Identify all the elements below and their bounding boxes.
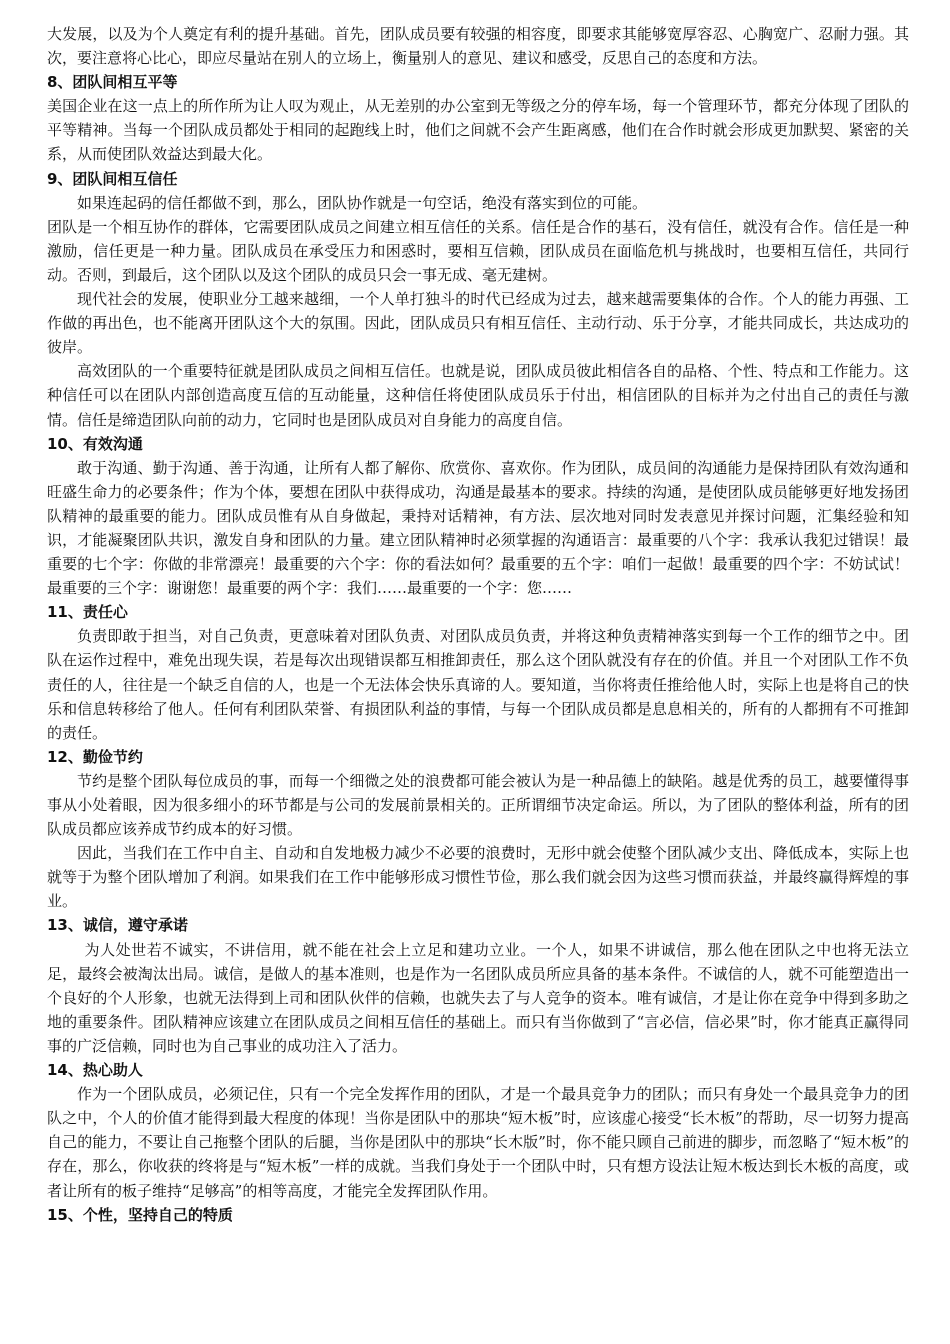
paragraph-trust-4: 高效团队的一个重要特征就是团队成员之间相互信任。也就是说，团队成员彼此相信各自的品格、个性、特点和工作能力。这种信任可以在团队内部创造高度互信的互动能量，这种信任将使团队成员乐于付出，相信团队的目标并为之付出自己的责任与激情。信任是缔造团队向前的动力，它同时也是团队成员对自身能力的高度自信。 <box>47 362 909 429</box>
section-heading-9-trust: 9、团队间相互信任 <box>47 169 178 188</box>
section-heading-15-individuality: 15、个性，坚持自己的特质 <box>47 1205 233 1224</box>
paragraph-trust-3: 现代社会的发展，使职业分工越来越细，一个人单打独斗的时代已经成为过去，越来越需要集体的合作。个人的能力再强、工作做的再出色，也不能离开团队这个大的氛围。因此，团队成员只有相互信任、主动行动、乐于分享，才能共同成长，共达成功的彼岸。 <box>47 290 909 357</box>
section-heading-11-responsibility: 11、责任心 <box>47 603 128 622</box>
section-heading-8-equality: 8、团队间相互平等 <box>47 73 178 92</box>
document-page <box>47 22 909 1227</box>
paragraph-integrity: 为人处世若不诚实，不讲信用，就不能在社会上立足和建功立业。一个人，如果不讲诚信，那么他在团队之中也将无法立足，最终会被淘汰出局。诚信，是做人的基本准则，也是作为一名团队成员所应具备的基本条件。不诚信的人，就不可能塑造出一个良好的个人形象，也就无法得到上司和团队伙伴的信赖，也就失去了与人竞争的资本。唯有诚信，才是让你在竞争中得到多助之地的重要条件。团队精神应该建立在团队成员之间相互信任的基础上。而只有当你做到了“言必信，信必果”时，你才能真正赢得同事的广泛信赖，同时也为自己事业的成功注入了活力。 <box>47 940 909 1055</box>
paragraph-trust-2: 团队是一个相互协作的群体，它需要团队成员之间建立相互信任的关系。信任是合作的基石，没有信任，就没有合作。信任是一种激励，信任更是一种力量。团队成员在承受压力和困惑时，要相互信赖，团队成员在面临危机与挑战时，也要相互信任，共同行动。否则，到最后，这个团队以及这个团队的成员只会一事无成、毫无建树。 <box>47 217 909 284</box>
paragraph-communication: 敢于沟通、勤于沟通、善于沟通，让所有人都了解你、欣赏你、喜欢你。作为团队，成员间的沟通能力是保持团队有效沟通和旺盛生命力的必要条件；作为个体，要想在团队中获得成功，沟通是最基本的要求。持续的沟通，是使团队成员能够更好地发扬团队精神的最重要的能力。团队成员惟有从自身做起，秉持对话精神，有方法、层次地对同时发表意见并探讨问题，汇集经验和知识，才能凝聚团队共识，激发自身和团队的力量。建立团队精神时必须掌握的沟通语言：最重要的八个字：我承认我犯过错误！最重要的七个字：你做的非常漂亮！最重要的六个字：你的看法如何？最重要的五个字：咱们一起做！最重要的四个字：不妨试试！最重要的三个字：谢谢您！最重要的两个字：我们……最重要的一个字：您…… <box>47 458 909 598</box>
paragraph-trust-1: 如果连起码的信任都做不到，那么，团队协作就是一句空话，绝没有落实到位的可能。 <box>77 193 648 212</box>
paragraph-intro-continued: 大发展，以及为个人奠定有利的提升基础。首先，团队成员要有较强的相容度，即要求其能够宽厚容忍、心胸宽广、忍耐力强。其次，要注意将心比心，即应尽量站在别人的立场上，衡量别人的意见、建议和感受，反思自己的态度和方法。 <box>47 25 909 68</box>
section-heading-14-helpfulness: 14、热心助人 <box>47 1061 143 1080</box>
section-heading-10-communication: 10、有效沟通 <box>47 434 143 453</box>
paragraph-thrift-2: 因此，当我们在工作中自主、自动和自发地极力减少不必要的浪费时，无形中就会使整个团队减少支出、降低成本，实际上也就等于为整个团队增加了利润。如果我们在工作中能够形成习惯性节俭，那么我们就会因为这些习惯而获益，并最终赢得辉煌的事业。 <box>47 844 909 911</box>
paragraph-helpfulness: 作为一个团队成员，必须记住，只有一个完全发挥作用的团队，才是一个最具竞争力的团队；而只有身处一个最具竞争力的团队之中，个人的价值才能得到最大程度的体现！当你是团队中的那块“短木板”时，应该虚心接受“长木板”的帮助，尽一切努力提高自己的能力，不要让自己拖整个团队的后腿，当你是团队中的那块“长木版”时，你不能只顾自己前进的脚步，而忽略了“短木板”的存在，那么，你收获的终将是与“短木板”一样的成就。当我们身处于一个团队中时，只有想方设法让短木板达到长木板的高度，或者让所有的板子维持“足够高”的相等高度，才能完全发挥团队作用。 <box>47 1085 909 1200</box>
paragraph-equality: 美国企业在这一点上的所作所为让人叹为观止，从无差别的办公室到无等级之分的停车场，每一个管理环节，都充分体现了团队的平等精神。当每一个团队成员都处于相同的起跑线上时，他们之间就不会产生距离感，他们在合作时就会形成更加默契、紧密的关系，从而使团队效益达到最大化。 <box>47 97 909 164</box>
paragraph-responsibility: 负责即敢于担当，对自己负责，更意味着对团队负责、对团队成员负责，并将这种负责精神落实到每一个工作的细节之中。团队在运作过程中，难免出现失误，若是每次出现错误都互相推卸责任，那么这个团队就没有存在的价值。并且一个对团队工作不负责任的人，往往是一个缺乏自信的人，也是一个无法体会快乐真谛的人。要知道，当你将责任推给他人时，实际上也是将自己的快乐和信息转移给了他人。任何有利团队荣誉、有损团队利益的事情，与每一个团队成员都是息息相关的，所有的人都拥有不可推卸的责任。 <box>47 627 909 742</box>
paragraph-thrift-1: 节约是整个团队每位成员的事，而每一个细微之处的浪费都可能会被认为是一种品德上的缺陷。越是优秀的员工，越要懂得事事从小处着眼，因为很多细小的环节都是与公司的发展前景相关的。正所谓细节决定命运。所以，为了团队的整体利益，所有的团队成员都应该养成节约成本的好习惯。 <box>47 771 909 839</box>
section-heading-12-thrift: 12、勤俭节约 <box>47 747 143 766</box>
section-heading-13-integrity: 13、诚信，遵守承诺 <box>47 916 188 935</box>
